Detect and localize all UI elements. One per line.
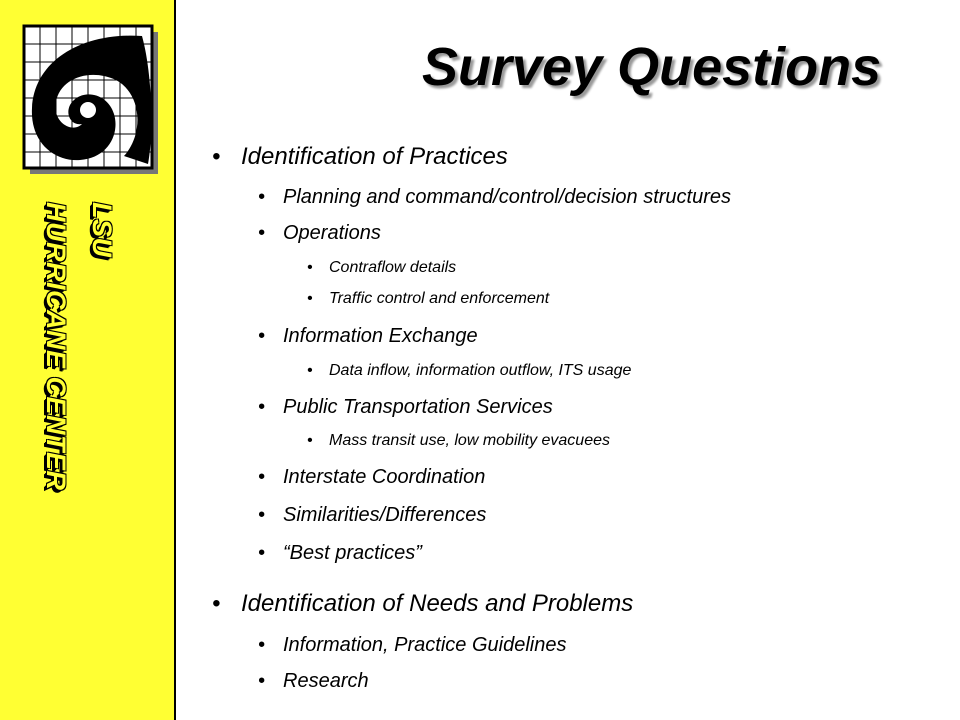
bullet-item-level1	[212, 143, 508, 171]
bullet-marker: •	[258, 222, 266, 244]
bullet-text: Contraflow details	[329, 259, 457, 276]
bullet-marker: •	[307, 362, 313, 379]
bullet-item-level2	[258, 542, 422, 565]
bullet-text: “Best practices”	[283, 542, 422, 564]
bullet-item-level3	[307, 432, 610, 450]
slide-title: Survey Questions	[422, 37, 882, 97]
bullet-text: Information Exchange	[283, 325, 478, 347]
sidebar-banner	[0, 0, 176, 720]
bullet-text: Planning and command/control/decision structures	[283, 186, 732, 208]
bullet-text: Public Transportation Services	[283, 396, 553, 418]
bullet-item-level3	[307, 259, 456, 277]
bullet-text: Similarities/Differences	[283, 504, 487, 526]
org-name-line1: LSU	[87, 202, 117, 258]
bullet-marker: •	[307, 432, 313, 449]
bullet-marker: •	[307, 290, 313, 307]
bullet-marker: •	[258, 466, 266, 488]
bullet-marker: •	[258, 670, 266, 692]
bullet-text: Operations	[283, 222, 381, 244]
bullet-marker: •	[258, 504, 266, 526]
bullet-text: Mass transit use, low mobility evacuees	[329, 432, 610, 449]
bullet-item-level2	[258, 222, 381, 245]
bullet-item-level1	[212, 590, 633, 618]
bullet-item-level2	[258, 466, 485, 489]
bullet-item-level2	[258, 186, 731, 209]
bullet-item-level2	[258, 670, 369, 693]
bullet-marker: •	[258, 634, 266, 656]
bullet-item-level2	[258, 634, 566, 657]
bullet-item-level2	[258, 396, 553, 419]
bullet-marker: •	[307, 259, 313, 276]
bullet-marker: •	[212, 143, 221, 170]
org-name-line2: HURRICANE CENTER	[41, 202, 71, 491]
bullet-marker: •	[258, 325, 266, 347]
lsu-hurricane-spiral-icon	[20, 22, 162, 178]
bullet-marker: •	[258, 396, 266, 418]
bullet-marker: •	[212, 590, 221, 617]
bullet-text: Data inflow, information outflow, ITS usage	[329, 362, 632, 379]
bullet-text: Traffic control and enforcement	[329, 290, 550, 307]
bullet-item-level2	[258, 325, 478, 348]
bullet-marker: •	[258, 542, 266, 564]
bullet-text: Identification of Needs and Problems	[241, 590, 634, 617]
bullet-text: Information, Practice Guidelines	[283, 634, 567, 656]
bullet-marker: •	[258, 186, 266, 208]
bullet-item-level3	[307, 290, 549, 308]
bullet-item-level3	[307, 362, 631, 380]
bullet-text: Interstate Coordination	[283, 466, 486, 488]
bullet-text: Research	[283, 670, 369, 692]
bullet-text: Identification of Practices	[241, 143, 508, 170]
bullet-item-level2	[258, 504, 486, 527]
